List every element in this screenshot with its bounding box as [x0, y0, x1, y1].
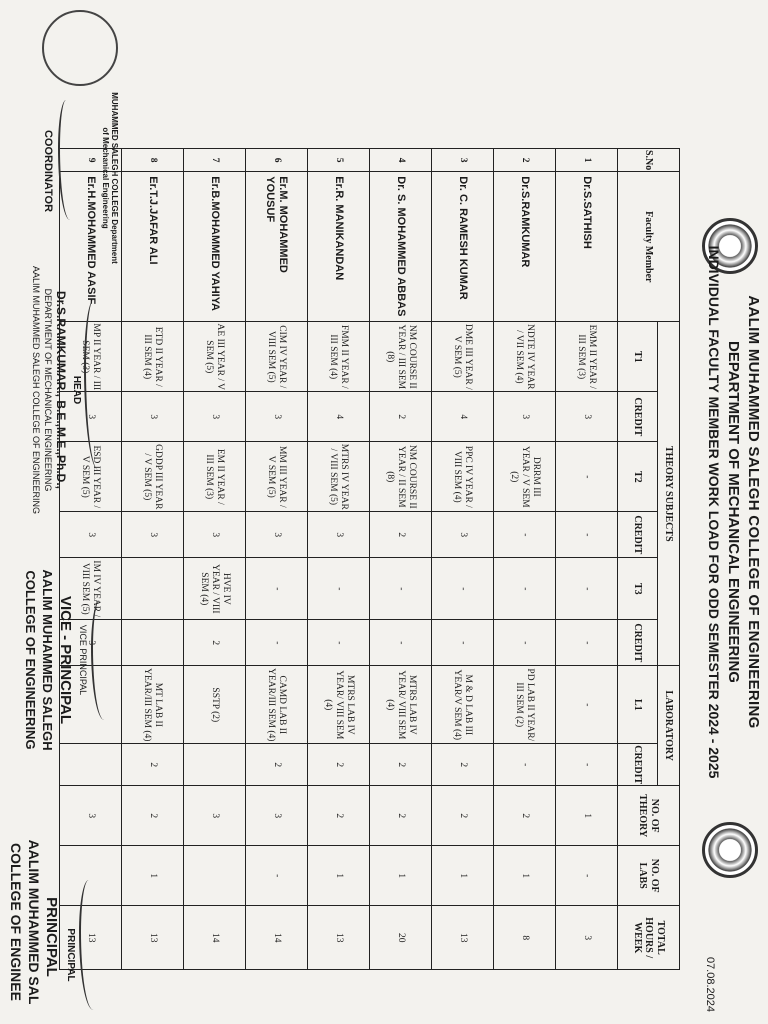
cell-l1: CAMD LAB II YEAR/III SEM (4) [246, 666, 308, 744]
cell-faculty-name: Dr.S.RAMKUMAR [494, 172, 556, 322]
cell-t1: NDTE IV YEAR / VII SEM (4) [494, 322, 556, 392]
cell-credit-3: 3 [60, 620, 122, 666]
department-seal [42, 10, 118, 86]
cell-lab-credit: 2 [308, 744, 370, 786]
cell-total-hours: 20 [370, 906, 432, 970]
cell-t1: MP II YEAR / III SEM (3) [60, 322, 122, 392]
cell-credit-3 [122, 620, 184, 666]
cell-total-hours: 13 [122, 906, 184, 970]
cell-credit-2: 3 [432, 512, 494, 558]
cell-faculty-name: Er.B.MOHAMMED YAHIYA [184, 172, 246, 322]
college-name: AALIM MUHAMMED SALEGH COLLEGE OF ENGINEERING [745, 295, 762, 729]
cell-faculty-name: Er.M. MOHAMMED YOUSUF [246, 172, 308, 322]
principal-title: PRINCIPAL [43, 897, 60, 977]
cell-t2: EM II YEAR / III SEM (3) [184, 442, 246, 512]
cell-credit-3: - [432, 620, 494, 666]
cell-no-labs: 1 [122, 846, 184, 906]
cell-t3: - [556, 558, 618, 620]
cell-no-theory: 2 [308, 786, 370, 846]
cell-faculty-name: Dr. C. RAMESH KUMAR [432, 172, 494, 322]
cell-sno: 5 [308, 149, 370, 172]
cell-no-theory: 2 [494, 786, 556, 846]
cell-faculty-name: Dr. S. MOHAMMED ABBAS [370, 172, 432, 322]
cell-credit-2: 3 [184, 512, 246, 558]
cell-lab-credit: 2 [370, 744, 432, 786]
cell-no-labs [184, 846, 246, 906]
cell-faculty-name: Dr.S.SATHISH [556, 172, 618, 322]
cell-credit-1: 3 [494, 392, 556, 442]
cell-no-theory: 2 [370, 786, 432, 846]
cell-t3: - [432, 558, 494, 620]
cell-sno: 8 [122, 149, 184, 172]
cell-credit-2: 3 [308, 512, 370, 558]
cell-credit-2: 3 [246, 512, 308, 558]
cell-t1: EMM II YEAR / III SEM (3) [556, 322, 618, 392]
header-total-hours: TOTAL HOURS / WEEK [618, 906, 680, 970]
cell-credit-2: - [494, 512, 556, 558]
cell-credit-1: 3 [122, 392, 184, 442]
cell-t1: ETD II YEAR / III SEM (4) [122, 322, 184, 392]
cell-total-hours: 14 [184, 906, 246, 970]
cell-l1: - [556, 666, 618, 744]
cell-sno: 1 [556, 149, 618, 172]
hod-department: DEPARTMENT OF MECHANICAL ENGINEERING [43, 288, 53, 492]
table-row [184, 149, 246, 970]
cell-t1: CIM IV YEAR / VIII SEM (5) [246, 322, 308, 392]
cell-no-theory: 3 [60, 786, 122, 846]
cell-credit-2: 2 [370, 512, 432, 558]
cell-l1: MTRS LAB IV YEAR/ VIII SEM (4) [308, 666, 370, 744]
header-lab-credit: CREDIT [618, 744, 658, 786]
cell-faculty-name: Er.R. MANIKANDAN [308, 172, 370, 322]
table-row [246, 149, 308, 970]
cell-no-theory: 3 [246, 786, 308, 846]
cell-l1: SSTP (2) [184, 666, 246, 744]
cell-sno: 3 [432, 149, 494, 172]
principal-college: AALIM MUHAMMED SAL [26, 839, 42, 1005]
vice-principal-small: VICE PRINCIPAL [78, 624, 88, 696]
cell-credit-3: - [308, 620, 370, 666]
cell-credit-1: 3 [556, 392, 618, 442]
cell-total-hours: 8 [494, 906, 556, 970]
cell-t2: - [556, 442, 618, 512]
cell-credit-2: 3 [60, 512, 122, 558]
hod-college: AALIM MUHAMMED SALEGH COLLEGE OF ENGINEERING [31, 265, 41, 515]
header-t3: T3 [618, 558, 658, 620]
table-row [494, 149, 556, 970]
cell-t2: ESD III YEAR / V SEM (5) [60, 442, 122, 512]
principal-small: PRINCIPAL [65, 928, 76, 982]
cell-credit-3: - [370, 620, 432, 666]
cell-total-hours: 3 [556, 906, 618, 970]
coordinator-label: COORDINATOR [42, 129, 54, 213]
cell-credit-3: 2 [184, 620, 246, 666]
principal-college-2: COLLEGE OF ENGINEE [8, 843, 24, 1001]
header-no-theory: NO. OF THEORY [618, 786, 680, 846]
cell-no-labs: 1 [494, 846, 556, 906]
cell-t1: NM COURSE II YEAR / III SEM (8) [370, 322, 432, 392]
cell-total-hours: 14 [246, 906, 308, 970]
cell-no-labs: 1 [370, 846, 432, 906]
table-row [122, 149, 184, 970]
cell-credit-1: 3 [184, 392, 246, 442]
cell-credit-1: 4 [432, 392, 494, 442]
cell-credit-1: 4 [308, 392, 370, 442]
document-title: INDIVIDUAL FACULTY MEMBER WORK LOAD FOR ODD SEMESTER 2024 - 2025 [706, 245, 722, 779]
cell-sno: 4 [370, 149, 432, 172]
cell-t1: DME III YEAR / V SEM (5) [432, 322, 494, 392]
cell-t3: - [308, 558, 370, 620]
cell-t3 [122, 558, 184, 620]
cell-no-theory: 2 [122, 786, 184, 846]
department-name: DEPARTMENT OF MECHANICAL ENGINEERING [725, 341, 742, 683]
cell-credit-1: 3 [60, 392, 122, 442]
cell-sno: 2 [494, 149, 556, 172]
vice-principal-college: AALIM MUHAMMED SALEGH [40, 569, 55, 751]
cell-no-labs: - [246, 846, 308, 906]
cell-lab-credit: 2 [246, 744, 308, 786]
cell-total-hours: 13 [432, 906, 494, 970]
principal-signature [79, 880, 103, 1010]
cell-t2: PPC IV YEAR / VIII SEM (4) [432, 442, 494, 512]
cell-t2: GDDP III YEAR / V SEM (5) [122, 442, 184, 512]
cell-credit-2: 3 [122, 512, 184, 558]
header-sno: S.No [618, 149, 680, 172]
cell-t3: - [494, 558, 556, 620]
cell-no-labs: 1 [308, 846, 370, 906]
hod-title-small: HEAD [71, 375, 82, 405]
hod-name: Dr.S.RAMKUMAR., B.E.,M.E.,Ph.D., [54, 290, 68, 489]
cell-lab-credit: - [556, 744, 618, 786]
vice-principal-college-2: COLLEGE OF ENGINEERING [23, 570, 38, 750]
cell-sno: 6 [246, 149, 308, 172]
cell-credit-3: - [494, 620, 556, 666]
cell-no-theory: 2 [432, 786, 494, 846]
cell-credit-3: - [246, 620, 308, 666]
header-credit-3: CREDIT [618, 620, 658, 666]
cell-faculty-name: Er.H.MOHAMMED AASIF [60, 172, 122, 322]
cell-l1: M & D LAB III YEAR/V SEM (4) [432, 666, 494, 744]
vice-principal-title: VICE - PRINCIPAL [57, 595, 74, 725]
cell-credit-1: 3 [246, 392, 308, 442]
cell-l1: MTRS LAB IV YEAR/ VIII SEM (4) [370, 666, 432, 744]
table-row [556, 149, 618, 970]
cell-no-theory: 3 [184, 786, 246, 846]
header-t2: T2 [618, 442, 658, 512]
header-t1: T1 [618, 322, 658, 392]
coordinator-stamp: MUHAMMED SALEGH COLLEGE Department of Mechanical Engineering [101, 92, 119, 264]
cell-credit-1: 2 [370, 392, 432, 442]
cell-t3: - [370, 558, 432, 620]
cell-t3: - [246, 558, 308, 620]
header-laboratory: LABORATORY [658, 666, 680, 786]
cell-t2: NM COURSE II YEAR / II SEM (8) [370, 442, 432, 512]
cell-no-labs: - [556, 846, 618, 906]
cell-t3: HVE IV YEAR / VIII SEM (4) [184, 558, 246, 620]
cell-t2: MM III YEAR / V SEM (5) [246, 442, 308, 512]
workload-table [59, 148, 680, 970]
cell-lab-credit: - [494, 744, 556, 786]
cell-faculty-name: Er.T.J.JAFAR ALI [122, 172, 184, 322]
cell-credit-3: - [556, 620, 618, 666]
cell-t1: FMM II YEAR / III SEM (4) [308, 322, 370, 392]
cell-lab-credit: 2 [122, 744, 184, 786]
header-no-labs: NO. OF LABS [618, 846, 680, 906]
header-credit-1: CREDIT [618, 392, 658, 442]
table-row [370, 149, 432, 970]
cell-t2: DRRM III YEAR / V SEM (2) [494, 442, 556, 512]
cell-credit-2: - [556, 512, 618, 558]
cell-t2: MTRS IV YEAR / VIII SEM (5) [308, 442, 370, 512]
document-date: 07.08.2024 [704, 956, 716, 1012]
header-l1: L1 [618, 666, 658, 744]
cell-t1: AE III YEAR / V SEM (5) [184, 322, 246, 392]
cell-t3: IM IV YEAR / VIII SEM (5) [60, 558, 122, 620]
table-row [432, 149, 494, 970]
cell-sno: 9 [60, 149, 122, 172]
cell-l1: MT LAB II YEAR/III SEM (4) [122, 666, 184, 744]
header-faculty: Faculty Member [618, 172, 680, 322]
cell-no-labs: 1 [432, 846, 494, 906]
table-row [308, 149, 370, 970]
cell-total-hours: 13 [60, 906, 122, 970]
header-credit-2: CREDIT [618, 512, 658, 558]
cell-sno: 7 [184, 149, 246, 172]
cell-no-theory: 1 [556, 786, 618, 846]
cell-lab-credit: 2 [432, 744, 494, 786]
cell-lab-credit [184, 744, 246, 786]
cell-l1: PD LAB II YEAR/ III SEM (2) [494, 666, 556, 744]
header-theory-subjects: THEORY SUBJECTS [658, 322, 680, 666]
cell-total-hours: 13 [308, 906, 370, 970]
